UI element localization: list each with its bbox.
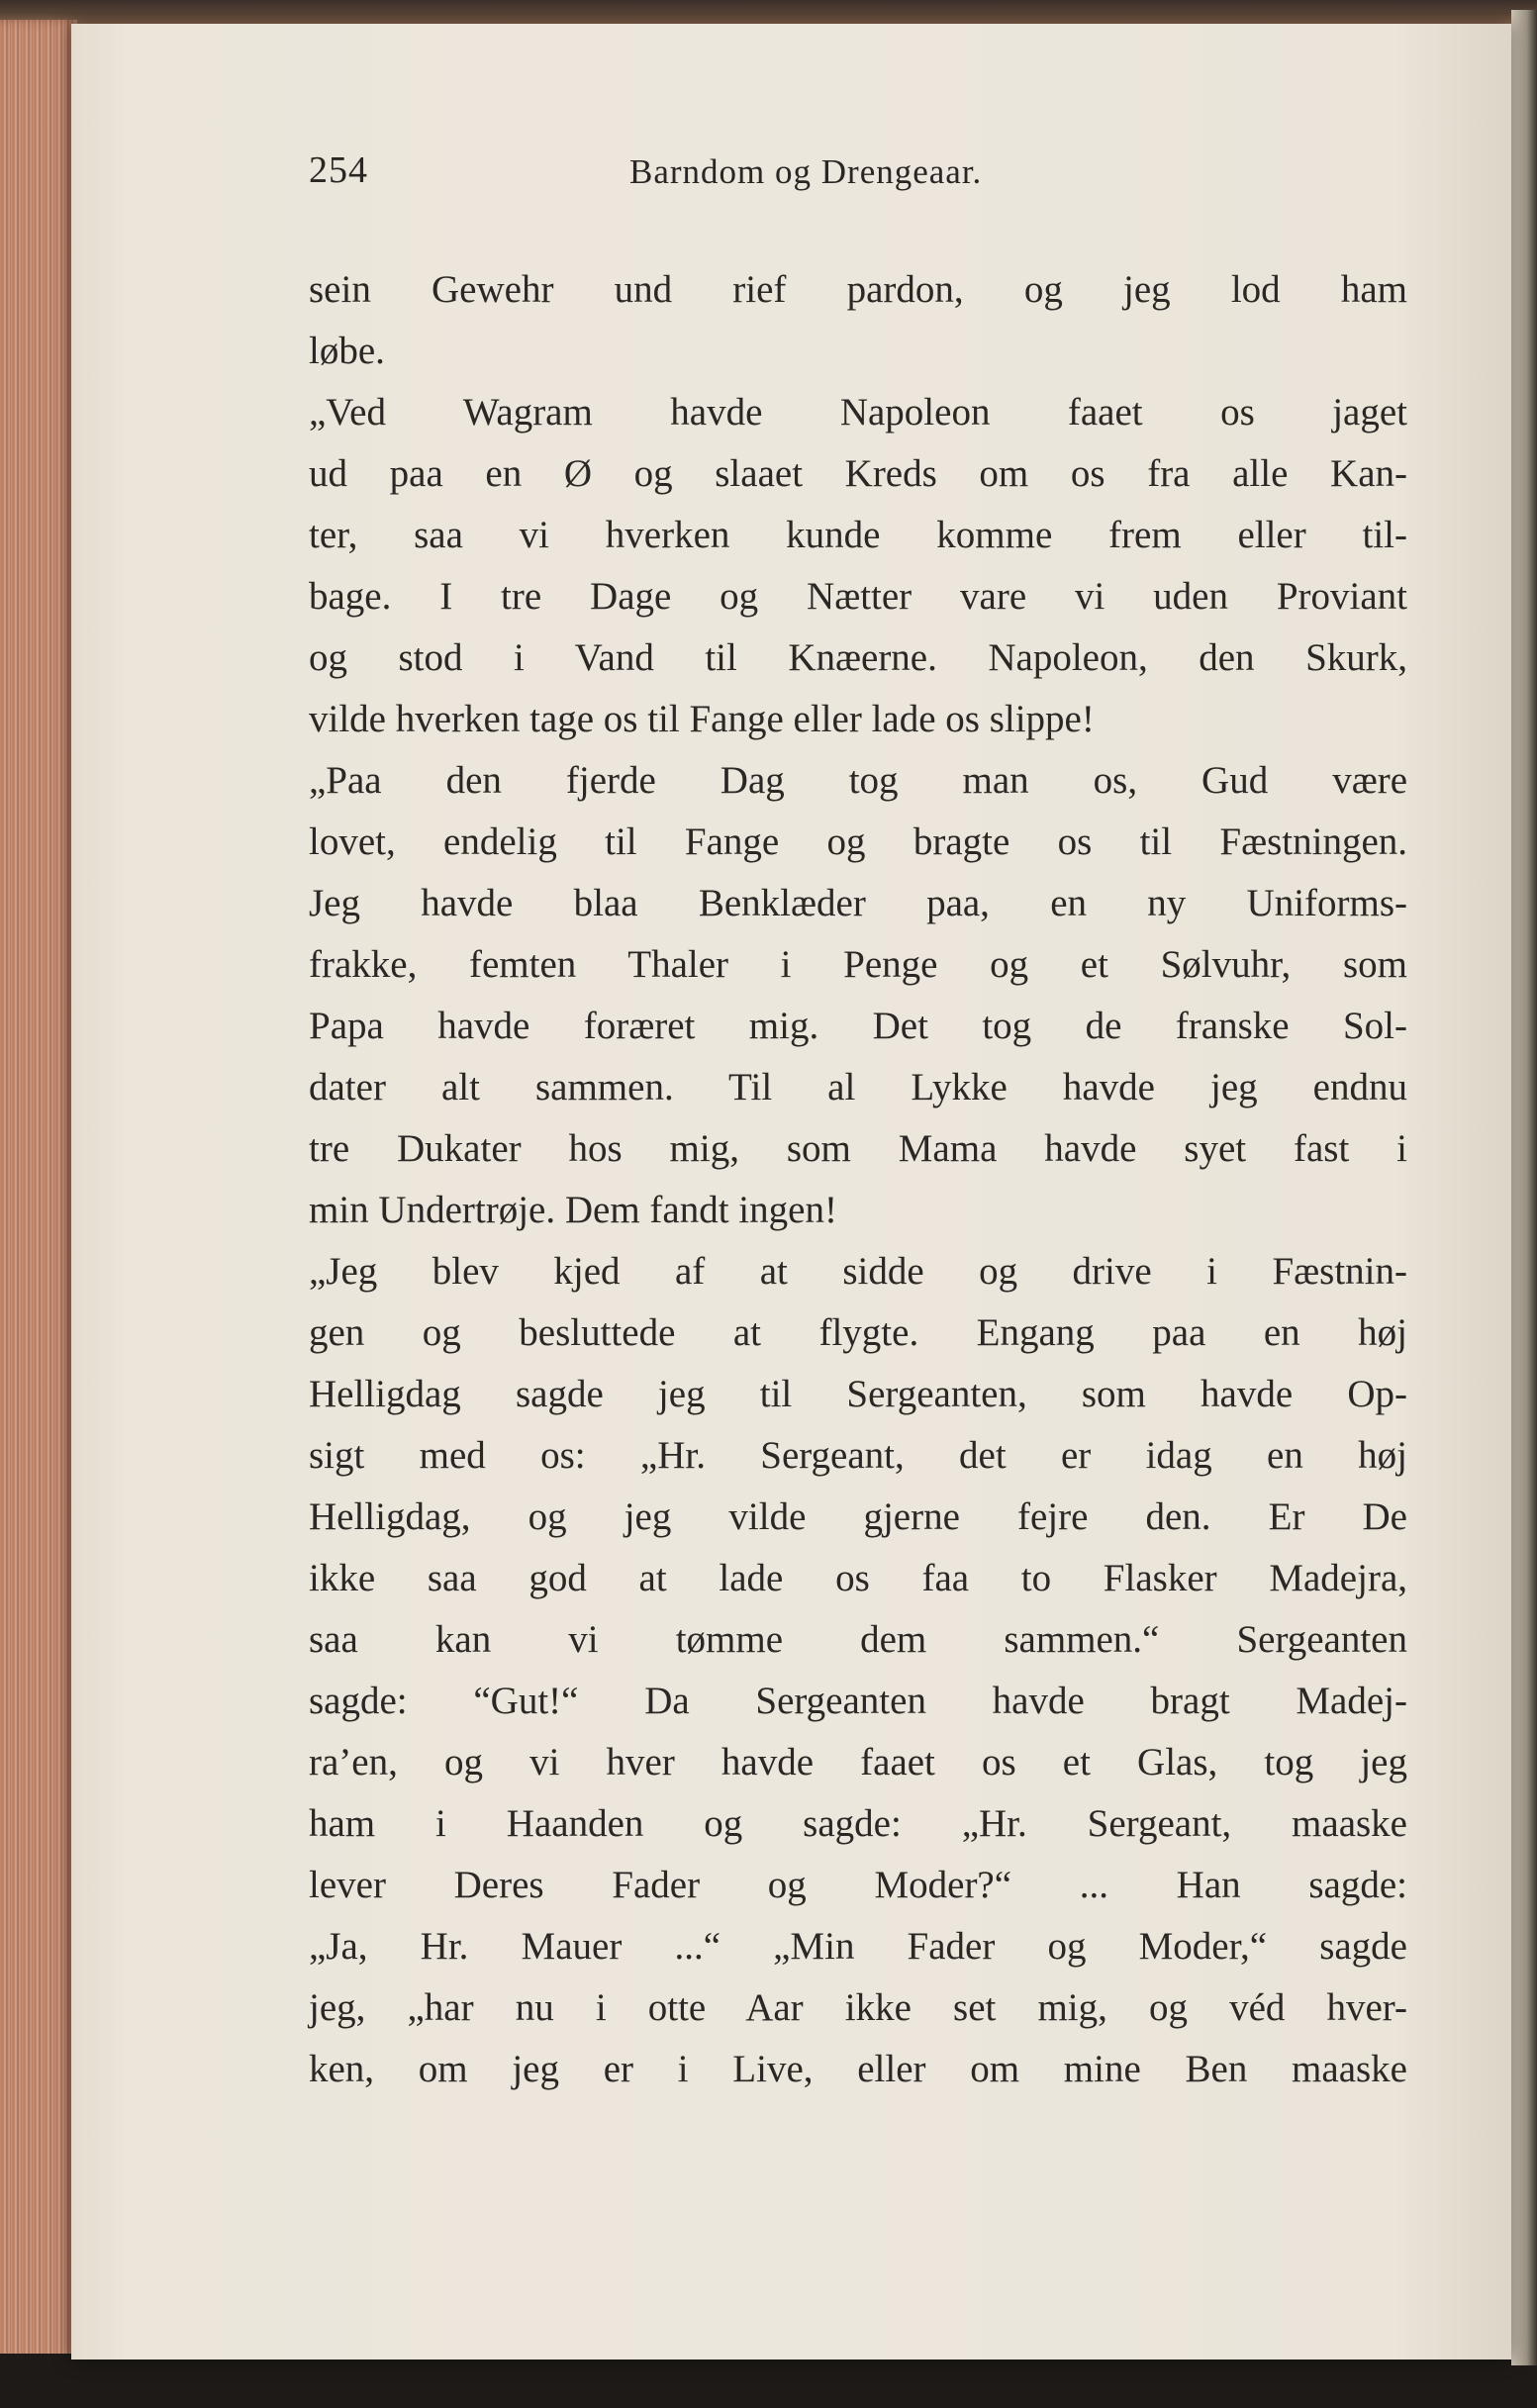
- text-line: tre Dukater hos mig, som Mama havde syet fast i: [309, 1127, 1407, 1170]
- text-line: Helligdag, og jeg vilde gjerne fejre den. Er De: [309, 1495, 1407, 1538]
- text-line: bage. I tre Dage og Nætter vare vi uden Proviant: [309, 575, 1407, 618]
- text-line: vilde hverken tage os til Fange eller lade os slippe!: [309, 698, 1095, 740]
- text-line: jeg, „har nu i otte Aar ikke set mig, og véd hver-: [309, 1986, 1407, 2029]
- text-line: „Ved Wagram havde Napoleon faaet os jaget: [309, 391, 1407, 433]
- text-line: ra’en, og vi hver havde faaet os et Glas, tog jeg: [309, 1741, 1407, 1783]
- text-line: ikke saa god at lade os faa to Flasker Madejra,: [309, 1557, 1407, 1599]
- text-line: „Jeg blev kjed af at sidde og drive i Fæstnin-: [309, 1250, 1407, 1293]
- text-line: saa kan vi tømme dem sammen.“ Sergeanten: [309, 1618, 1407, 1661]
- text-line: frakke, femten Thaler i Penge og et Sølvuhr, som: [309, 943, 1407, 986]
- text-line: ter, saa vi hverken kunde komme frem eller til-: [309, 514, 1407, 556]
- book-page-edges: [0, 20, 77, 2380]
- text-line: gen og besluttede at flygte. Engang paa en høj: [309, 1311, 1407, 1354]
- text-line: Papa havde foræret mig. Det tog de franske Sol-: [309, 1005, 1407, 1047]
- background-bottom: [0, 2354, 1537, 2408]
- body-text: [309, 259, 1407, 2100]
- text-line: Jeg havde blaa Benklæder paa, en ny Uniforms-: [309, 882, 1407, 924]
- book-top-edge: [0, 0, 1537, 26]
- text-line: ud paa en Ø og slaaet Kreds om os fra alle Kan-: [309, 452, 1407, 495]
- text-line: „Paa den fjerde Dag tog man os, Gud være: [309, 759, 1407, 802]
- text-line: lever Deres Fader og Moder?“ ... Han sagde:: [309, 1864, 1407, 1906]
- text-line: lovet, endelig til Fange og bragte os til Fæstningen.: [309, 820, 1407, 863]
- text-line: min Undertrøje. Dem fandt ingen!: [309, 1189, 837, 1231]
- running-title: Barndom og Drengeaar.: [629, 152, 983, 191]
- text-line: ham i Haanden og sagde: „Hr. Sergeant, maaske: [309, 1802, 1407, 1845]
- text-line: „Ja, Hr. Mauer ...“ „Min Fader og Moder,“ sagde: [309, 1925, 1407, 1968]
- text-line: sigt med os: „Hr. Sergeant, det er idag en høj: [309, 1434, 1407, 1477]
- page-header: [309, 148, 1407, 208]
- text-line: ken, om jeg er i Live, eller om mine Ben maaske: [309, 2048, 1407, 2090]
- text-line: Helligdag sagde jeg til Sergeanten, som havde Op-: [309, 1373, 1407, 1415]
- text-line: sein Gewehr und rief pardon, og jeg lod ham: [309, 268, 1407, 311]
- text-line: og stod i Vand til Knæerne. Napoleon, den Skurk,: [309, 636, 1407, 679]
- book-right-edge: [1511, 10, 1537, 2365]
- text-line: løbe.: [309, 330, 385, 372]
- text-line: dater alt sammen. Til al Lykke havde jeg endnu: [309, 1066, 1407, 1108]
- text-line: sagde: “Gut!“ Da Sergeanten havde bragt Madej-: [309, 1680, 1407, 1722]
- page-number: 254: [309, 149, 368, 191]
